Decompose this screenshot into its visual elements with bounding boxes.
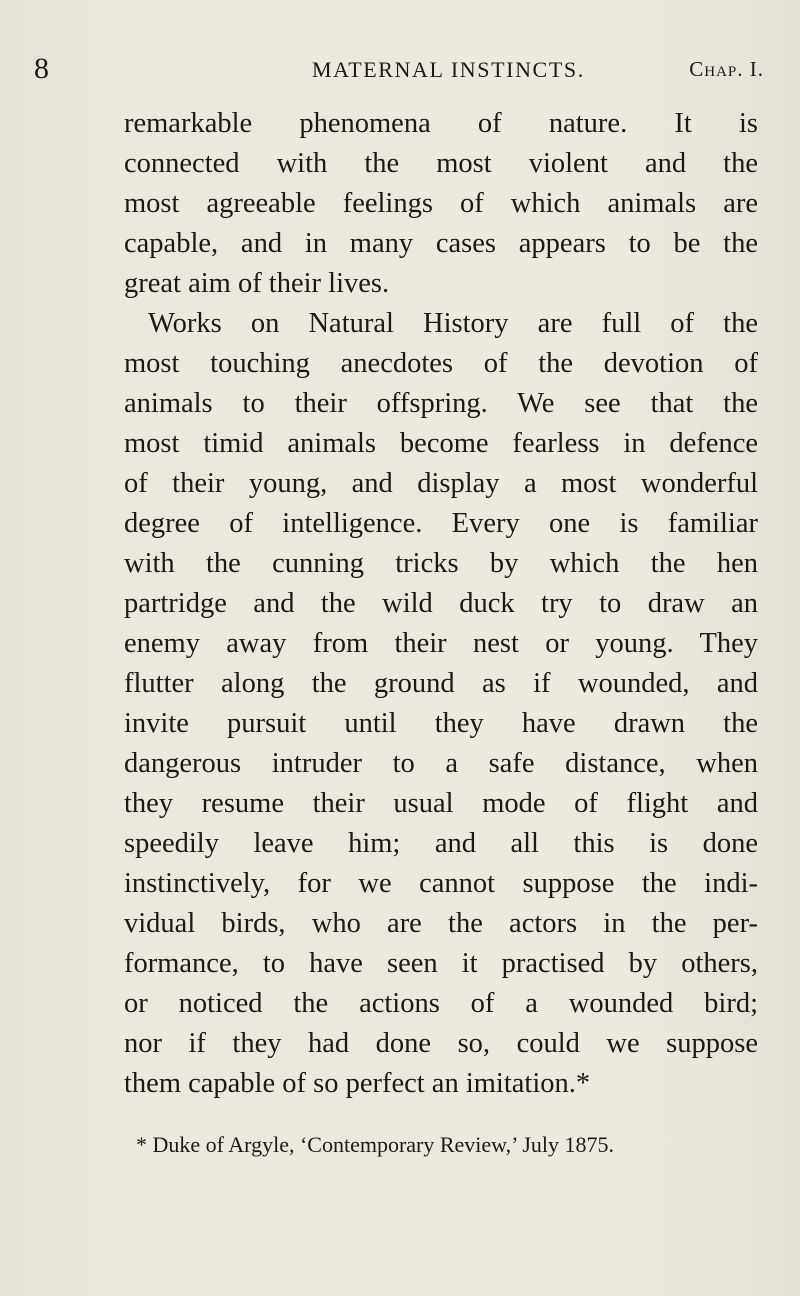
text-line: them capable of so perfect an imitation.* [124, 1068, 591, 1099]
text-line: partridge and the wild duck try to draw an [124, 588, 758, 619]
text-line: invite pursuit until they have drawn the [124, 708, 758, 739]
text-line: or noticed the actions of a wounded bird; [124, 988, 758, 1019]
text-line: great aim of their lives. [124, 268, 390, 299]
text-line: animals to their offspring. We see that the [124, 388, 758, 419]
text-line: instinctively, for we cannot suppose the indi- [124, 868, 758, 899]
text-line: most timid animals become fearless in defence [124, 428, 758, 459]
text-line: flutter along the ground as if wounded, and [124, 668, 758, 699]
text-line: enemy away from their nest or young. They [124, 628, 758, 659]
text-line: nor if they had done so, could we suppose [124, 1028, 758, 1059]
running-title: MATERNAL INSTINCTS. [312, 57, 585, 82]
text-line: connected with the most violent and the [124, 148, 758, 179]
text-line: they resume their usual mode of flight and [124, 788, 758, 819]
text-line: Works on Natural History are full of the [148, 308, 758, 339]
text-line: most touching anecdotes of the devotion of [124, 348, 758, 379]
text-line: most agreeable feelings of which animals are [124, 188, 758, 219]
page-header [34, 52, 764, 88]
body-text [124, 104, 758, 1104]
text-line: capable, and in many cases appears to be the [124, 228, 758, 259]
text-line: formance, to have seen it practised by others, [124, 948, 758, 979]
chapter-label: Chap. I. [689, 57, 764, 81]
page-number: 8 [34, 52, 49, 85]
text-line: degree of intelligence. Every one is familiar [124, 508, 758, 539]
text-line: speedily leave him; and all this is done [124, 828, 758, 859]
text-line: with the cunning tricks by which the hen [124, 548, 758, 579]
footnote: * Duke of Argyle, ‘Contemporary Review,’ July 1875. [136, 1132, 615, 1157]
text-line: dangerous intruder to a safe distance, when [124, 748, 758, 779]
text-line: of their young, and display a most wonderful [124, 468, 758, 499]
text-line: vidual birds, who are the actors in the per- [124, 908, 758, 939]
text-line: remarkable phenomena of nature. It is [124, 108, 758, 139]
